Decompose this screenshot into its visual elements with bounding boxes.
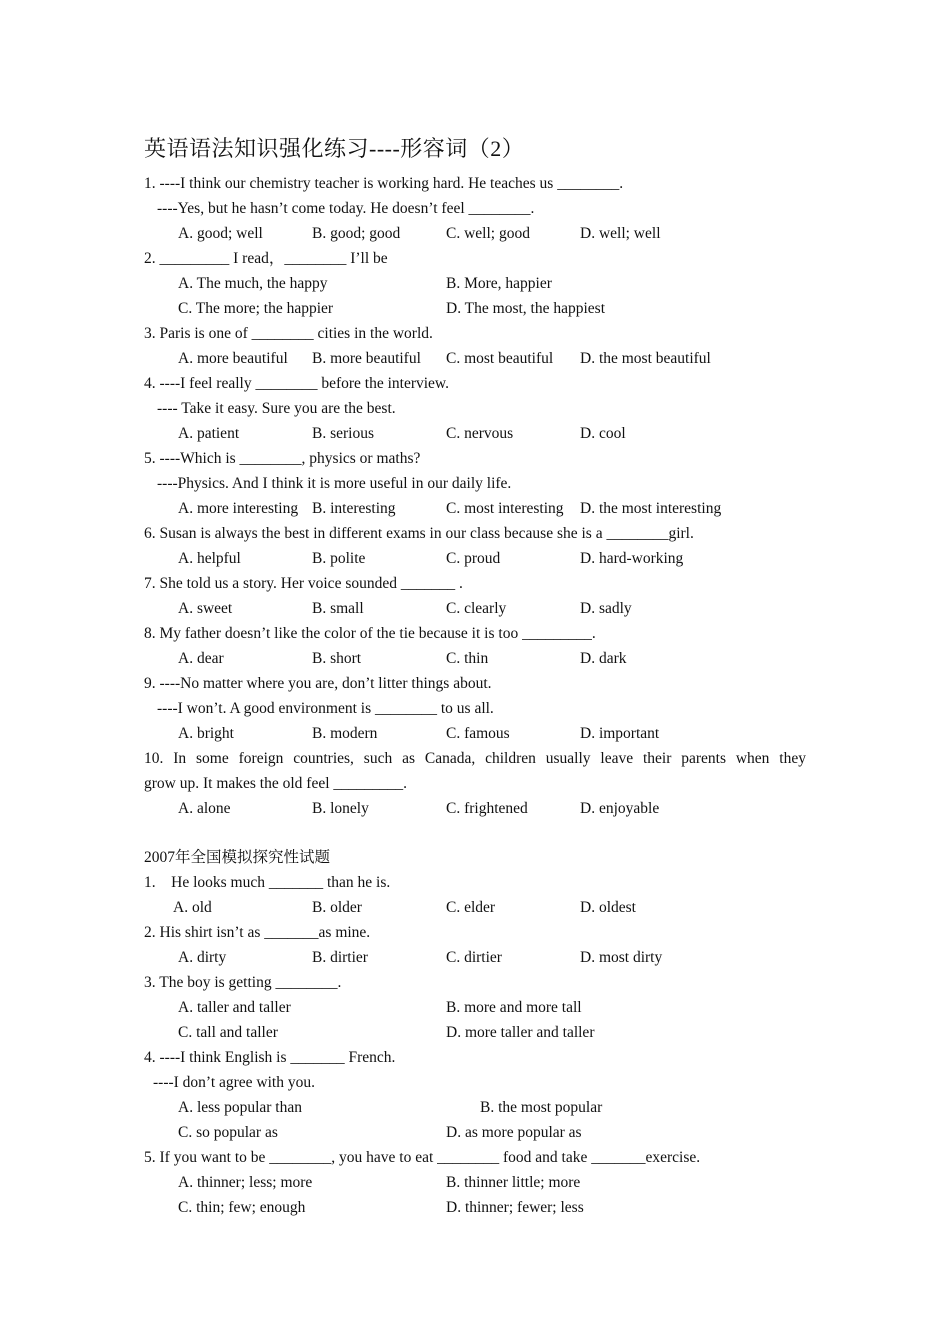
worksheet: [144, 131, 806, 1220]
option-c: C. elder: [446, 899, 496, 916]
option-c: C. so popular as: [178, 1124, 278, 1141]
options-row: [144, 1120, 806, 1145]
options-row: [144, 895, 806, 920]
question-2: [144, 246, 806, 321]
option-d: D. as more popular as: [446, 1124, 582, 1141]
option-b: B. dirtier: [312, 949, 368, 966]
options-row: [144, 271, 806, 296]
options-row: [144, 1020, 806, 1045]
option-b: B. small: [312, 600, 364, 617]
question-stem: 7. She told us a story. Her voice sounded _______ .: [144, 575, 463, 592]
option-c: C. nervous: [446, 425, 514, 442]
section2-question-3: [144, 970, 806, 1045]
question-3: [144, 321, 806, 371]
section2-question-1: [144, 870, 806, 920]
question-reply: ----Yes, but he hasn’t come today. He doesn’t feel ________.: [157, 200, 535, 217]
option-d: D. hard-working: [580, 550, 684, 567]
option-c: C. most interesting: [446, 500, 564, 517]
option-a: A. taller and taller: [178, 999, 291, 1016]
section2-question-2: [144, 920, 806, 970]
options-row: [144, 296, 806, 321]
question-stem: 3. The boy is getting ________.: [144, 974, 342, 991]
option-b: B. more and more tall: [446, 999, 582, 1016]
option-d: D. The most, the happiest: [446, 300, 605, 317]
options-row: [144, 721, 806, 746]
question-stem: 2. _________ I read，________ I’ll be: [144, 250, 388, 267]
option-c: C. thin: [446, 650, 489, 667]
option-a: A. old: [173, 899, 212, 916]
option-a: A. dirty: [178, 949, 227, 966]
option-c: C. well; good: [446, 225, 530, 242]
option-b: B. modern: [312, 725, 378, 742]
option-a: A. alone: [178, 800, 231, 817]
option-a: A. more interesting: [178, 500, 299, 517]
question-5: [144, 446, 806, 521]
question-stem: 9. ----No matter where you are, don’t litter things about.: [144, 675, 492, 692]
option-c: C. dirtier: [446, 949, 502, 966]
question-reply: ----I don’t agree with you.: [153, 1074, 315, 1091]
option-a: A. more beautiful: [178, 350, 288, 367]
question-6: [144, 521, 806, 571]
option-c: C. proud: [446, 550, 501, 567]
option-d: D. thinner; fewer; less: [446, 1199, 584, 1216]
question-stem: 6. Susan is always the best in different exams in our class because she is a ________girl.: [144, 525, 694, 542]
question-stem: 2. His shirt isn’t as _______as mine.: [144, 924, 371, 941]
question-stem-continued: grow up. It makes the old feel _________.: [144, 775, 408, 792]
question-stem: 5. If you want to be ________, you have to eat ________ food and take _______exercise.: [144, 1149, 701, 1166]
option-b: B. lonely: [312, 800, 369, 817]
option-a: A. good; well: [178, 225, 263, 242]
option-b: B. interesting: [312, 500, 396, 517]
option-d: D. enjoyable: [580, 800, 660, 817]
options-row: [144, 346, 806, 371]
option-c: C. clearly: [446, 600, 507, 617]
option-a: A. patient: [178, 425, 240, 442]
option-c: C. tall and taller: [178, 1024, 278, 1041]
question-stem: 8. My father doesn’t like the color of the tie because it is too _________.: [144, 625, 596, 642]
options-row: [144, 496, 806, 521]
option-a: A. The much, the happy: [178, 275, 328, 292]
option-a: A. less popular than: [178, 1099, 302, 1116]
options-row: [144, 995, 806, 1020]
option-a: A. thinner; less; more: [178, 1174, 313, 1191]
question-stem: 4. ----I feel really ________ before the interview.: [144, 375, 449, 392]
question-reply: ----I won’t. A good environment is ________ to us all.: [157, 700, 494, 717]
option-c: C. thin; few; enough: [178, 1199, 306, 1216]
options-row: [144, 945, 806, 970]
option-a: A. sweet: [178, 600, 233, 617]
option-a: A. dear: [178, 650, 224, 667]
options-row: [144, 546, 806, 571]
option-d: D. cool: [580, 425, 626, 442]
option-b: B. short: [312, 650, 362, 667]
option-b: B. more beautiful: [312, 350, 421, 367]
section2-question-5: [144, 1145, 806, 1220]
question-7: [144, 571, 806, 621]
option-b: B. polite: [312, 550, 366, 567]
option-d: D. the most beautiful: [580, 350, 711, 367]
option-b: B. older: [312, 899, 362, 916]
option-d: D. most dirty: [580, 949, 663, 966]
option-d: D. dark: [580, 650, 627, 667]
option-a: A. bright: [178, 725, 234, 742]
page-title: 英语语法知识强化练习----形容词（2）: [144, 136, 525, 161]
section-spacer: [144, 821, 806, 845]
option-c: C. The more; the happier: [178, 300, 334, 317]
question-8: [144, 621, 806, 671]
option-b: B. More, happier: [446, 275, 552, 292]
section-title: 2007年全国模拟探究性试题: [144, 849, 331, 866]
options-row: [144, 796, 806, 821]
option-a: A. helpful: [178, 550, 241, 567]
option-d: D. well; well: [580, 225, 661, 242]
question-10: [144, 746, 806, 821]
question-stem: 4. ----I think English is _______ French.: [144, 1049, 396, 1066]
option-d: D. important: [580, 725, 660, 742]
options-row: [144, 221, 806, 246]
option-c: C. famous: [446, 725, 510, 742]
options-row: [144, 1195, 806, 1220]
question-4: [144, 371, 806, 446]
options-row: [144, 1170, 806, 1195]
question-reply: ----Physics. And I think it is more useful in our daily life.: [157, 475, 512, 492]
option-b: B. good; good: [312, 225, 401, 242]
option-d: D. sadly: [580, 600, 632, 617]
section2-question-4: [144, 1045, 806, 1145]
option-c: C. frightened: [446, 800, 528, 817]
options-row: [144, 646, 806, 671]
option-b: B. thinner little; more: [446, 1174, 581, 1191]
question-stem: 1. ----I think our chemistry teacher is working hard. He teaches us ________.: [144, 175, 624, 192]
option-d: D. the most interesting: [580, 500, 722, 517]
question-stem: 1. He looks much _______ than he is.: [144, 874, 391, 891]
option-d: D. oldest: [580, 899, 636, 916]
question-stem: 3. Paris is one of ________ cities in the world.: [144, 325, 433, 342]
question-stem: 5. ----Which is ________, physics or maths?: [144, 450, 421, 467]
option-b: B. serious: [312, 425, 374, 442]
options-row: [144, 596, 806, 621]
question-9: [144, 671, 806, 746]
option-b: B. the most popular: [480, 1099, 603, 1116]
options-row: [144, 1095, 806, 1120]
option-c: C. most beautiful: [446, 350, 554, 367]
options-row: [144, 421, 806, 446]
question-stem: 10. In some foreign countries, such as Canada, children usually leave their parents when they: [144, 750, 806, 767]
option-d: D. more taller and taller: [446, 1024, 595, 1041]
question-1: [144, 171, 806, 246]
question-reply: ---- Take it easy. Sure you are the best.: [157, 400, 396, 417]
